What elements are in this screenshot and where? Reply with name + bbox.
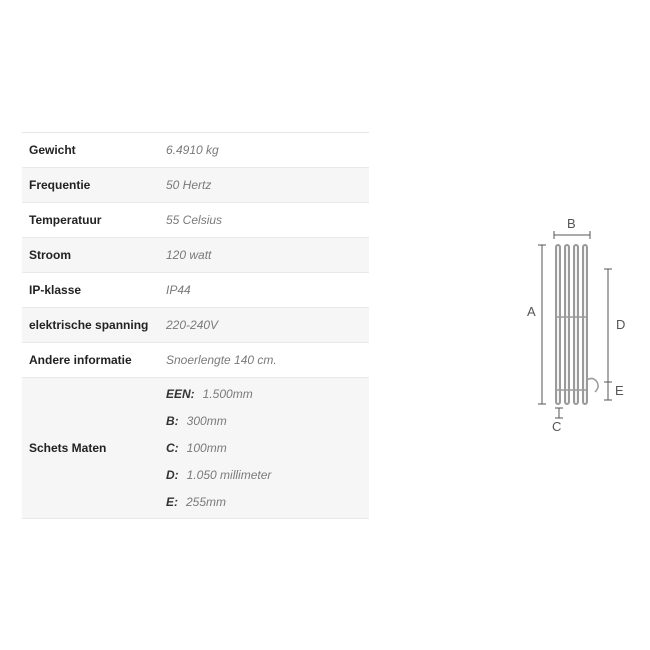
dimension-key: E: xyxy=(166,494,178,509)
dimension-value: 1.500mm xyxy=(202,386,253,401)
spec-value: IP44 xyxy=(166,283,191,297)
spec-row-voltage xyxy=(22,308,369,343)
dimension-key: C: xyxy=(166,440,179,455)
rail xyxy=(574,245,578,404)
rail xyxy=(583,245,587,404)
spec-value: 220-240V xyxy=(166,318,219,332)
dimension-value: 300mm xyxy=(186,413,227,428)
sketch-label-b: B xyxy=(567,216,576,231)
dimension-value: 100mm xyxy=(186,440,227,455)
dimension-list xyxy=(160,381,369,516)
spec-row-other-info xyxy=(22,343,369,378)
sketch-label-d: D xyxy=(616,317,626,332)
power-cord-icon xyxy=(587,378,598,392)
spec-label: Stroom xyxy=(29,248,71,262)
dimension-item xyxy=(166,381,369,408)
dimension-key: D: xyxy=(166,467,179,482)
spec-row-temperature xyxy=(22,203,369,238)
spec-label: Andere informatie xyxy=(29,353,132,367)
spec-label: Frequentie xyxy=(29,178,91,192)
spec-label: Gewicht xyxy=(29,143,76,157)
sketch-label-e: E xyxy=(615,383,624,398)
spec-label: Temperatuur xyxy=(29,213,102,227)
radiator-rails xyxy=(556,245,587,404)
dimension-item xyxy=(166,462,369,489)
dimension-value: 255mm xyxy=(186,494,227,509)
rail xyxy=(565,245,569,404)
spec-value: 55 Celsius xyxy=(166,213,223,227)
rail xyxy=(556,245,560,404)
spec-row-sketch-dimensions xyxy=(22,378,369,519)
towel-radiator-sketch xyxy=(520,212,635,437)
spec-value: Snoerlengte 140 cm. xyxy=(166,353,277,367)
spec-table xyxy=(22,132,369,519)
sketch-label-a: A xyxy=(527,304,536,319)
dimension-key: B: xyxy=(166,413,179,428)
spec-value: 50 Hertz xyxy=(166,178,212,192)
spec-row-frequency xyxy=(22,168,369,203)
dimension-item xyxy=(166,435,369,462)
spec-value: 120 watt xyxy=(166,248,212,262)
dimension-item xyxy=(166,489,369,516)
spec-row-ip-class xyxy=(22,273,369,308)
dimension-key: EEN: xyxy=(166,386,195,401)
spec-label: Schets Maten xyxy=(29,441,107,455)
dimension-item xyxy=(166,408,369,435)
dimension-value: 1.050 millimeter xyxy=(186,467,272,482)
spec-value: 6.4910 kg xyxy=(166,143,219,157)
spec-label: elektrische spanning xyxy=(29,318,149,332)
spec-row-power xyxy=(22,238,369,273)
sketch-label-c: C xyxy=(552,419,562,434)
spec-label: IP-klasse xyxy=(29,283,82,297)
spec-row-weight xyxy=(22,133,369,168)
